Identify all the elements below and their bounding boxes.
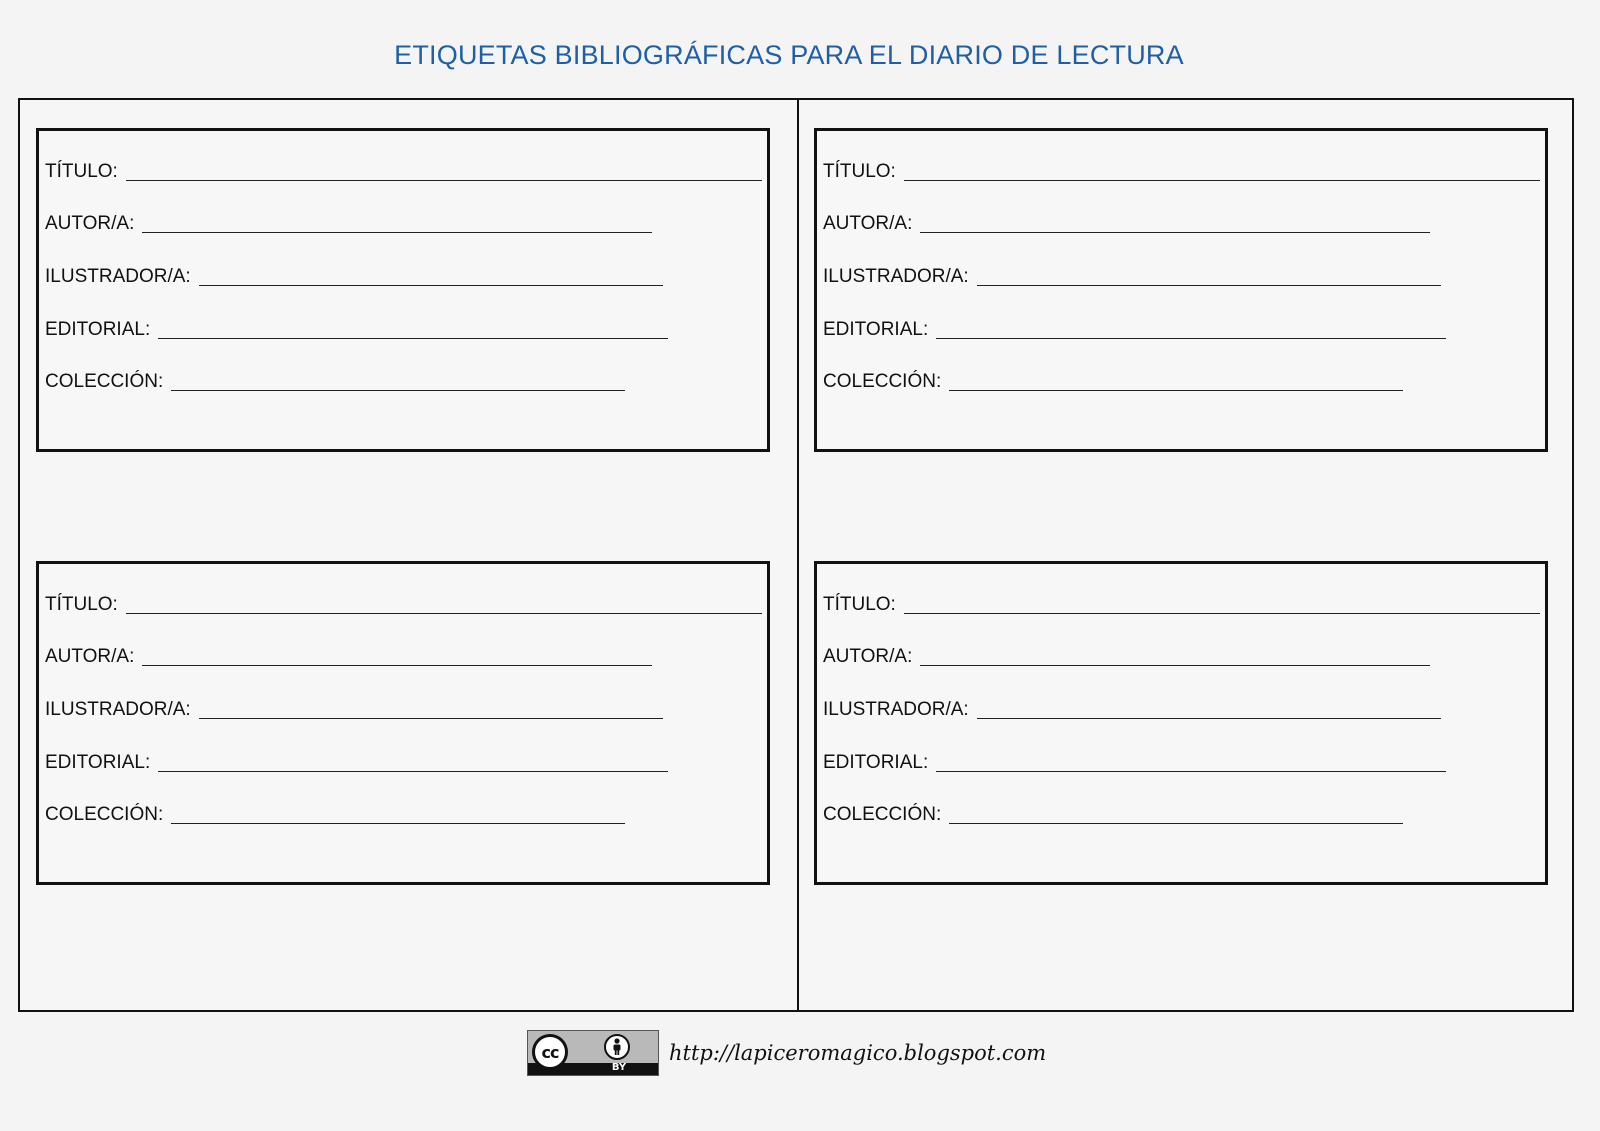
footer xyxy=(527,1030,1046,1076)
field-row-title xyxy=(823,159,1540,183)
field-row-author xyxy=(45,644,652,668)
field-label: COLECCIÓN: xyxy=(823,371,942,392)
field-label: AUTOR/A: xyxy=(45,646,135,667)
field-row-author xyxy=(823,644,1430,668)
write-line[interactable] xyxy=(199,718,663,719)
field-label: EDITORIAL: xyxy=(823,752,929,773)
write-line[interactable] xyxy=(949,823,1403,824)
field-label: ILUSTRADOR/A: xyxy=(823,699,969,720)
write-line[interactable] xyxy=(920,665,1430,666)
field-row-collection xyxy=(45,369,625,393)
field-label: AUTOR/A: xyxy=(823,213,913,234)
label-card xyxy=(814,561,1548,885)
field-label: TÍTULO: xyxy=(823,161,896,182)
field-row-title xyxy=(823,592,1540,616)
write-line[interactable] xyxy=(171,823,625,824)
write-line[interactable] xyxy=(977,718,1441,719)
field-row-illustrator xyxy=(823,697,1441,721)
write-line[interactable] xyxy=(126,180,762,181)
field-label: COLECCIÓN: xyxy=(45,804,164,825)
field-row-collection xyxy=(45,802,625,826)
field-row-publisher xyxy=(823,750,1446,774)
field-row-illustrator xyxy=(45,264,663,288)
write-line[interactable] xyxy=(142,665,652,666)
field-label: COLECCIÓN: xyxy=(45,371,164,392)
field-row-author xyxy=(45,211,652,235)
field-row-collection xyxy=(823,369,1403,393)
labels-sheet-frame xyxy=(18,98,1574,1012)
write-line[interactable] xyxy=(199,285,663,286)
field-row-title xyxy=(45,592,762,616)
write-line[interactable] xyxy=(920,232,1430,233)
blog-url-link[interactable]: http://lapiceromagico.blogspot.com xyxy=(669,1041,1047,1065)
field-row-illustrator xyxy=(45,697,663,721)
field-row-collection xyxy=(823,802,1403,826)
field-row-illustrator xyxy=(823,264,1441,288)
write-line[interactable] xyxy=(171,390,625,391)
write-line[interactable] xyxy=(936,338,1446,339)
field-label: TÍTULO: xyxy=(823,594,896,615)
field-label: EDITORIAL: xyxy=(45,752,151,773)
person-icon xyxy=(604,1034,630,1060)
field-label: EDITORIAL: xyxy=(823,319,929,340)
write-line[interactable] xyxy=(158,771,668,772)
field-label: ILUSTRADOR/A: xyxy=(45,699,191,720)
center-divider xyxy=(797,100,799,1010)
write-line[interactable] xyxy=(126,613,762,614)
field-label: ILUSTRADOR/A: xyxy=(45,266,191,287)
write-line[interactable] xyxy=(904,613,1540,614)
by-label: BY xyxy=(611,1062,627,1073)
page-title: ETIQUETAS BIBLIOGRÁFICAS PARA EL DIARIO DE LECTURA xyxy=(394,40,1184,70)
label-card xyxy=(36,561,770,885)
field-row-author xyxy=(823,211,1430,235)
write-line[interactable] xyxy=(158,338,668,339)
field-label: TÍTULO: xyxy=(45,161,118,182)
field-label: COLECCIÓN: xyxy=(823,804,942,825)
write-line[interactable] xyxy=(949,390,1403,391)
field-label: AUTOR/A: xyxy=(45,213,135,234)
field-label: TÍTULO: xyxy=(45,594,118,615)
field-row-publisher xyxy=(823,317,1446,341)
field-row-publisher xyxy=(45,750,668,774)
write-line[interactable] xyxy=(142,232,652,233)
write-line[interactable] xyxy=(936,771,1446,772)
label-card xyxy=(814,128,1548,452)
write-line[interactable] xyxy=(904,180,1540,181)
cc-by-license-badge[interactable] xyxy=(527,1030,659,1076)
field-label: AUTOR/A: xyxy=(823,646,913,667)
label-card xyxy=(36,128,770,452)
field-label: ILUSTRADOR/A: xyxy=(823,266,969,287)
field-row-publisher xyxy=(45,317,668,341)
field-row-title xyxy=(45,159,762,183)
cc-icon: cc xyxy=(532,1034,568,1070)
field-label: EDITORIAL: xyxy=(45,319,151,340)
write-line[interactable] xyxy=(977,285,1441,286)
